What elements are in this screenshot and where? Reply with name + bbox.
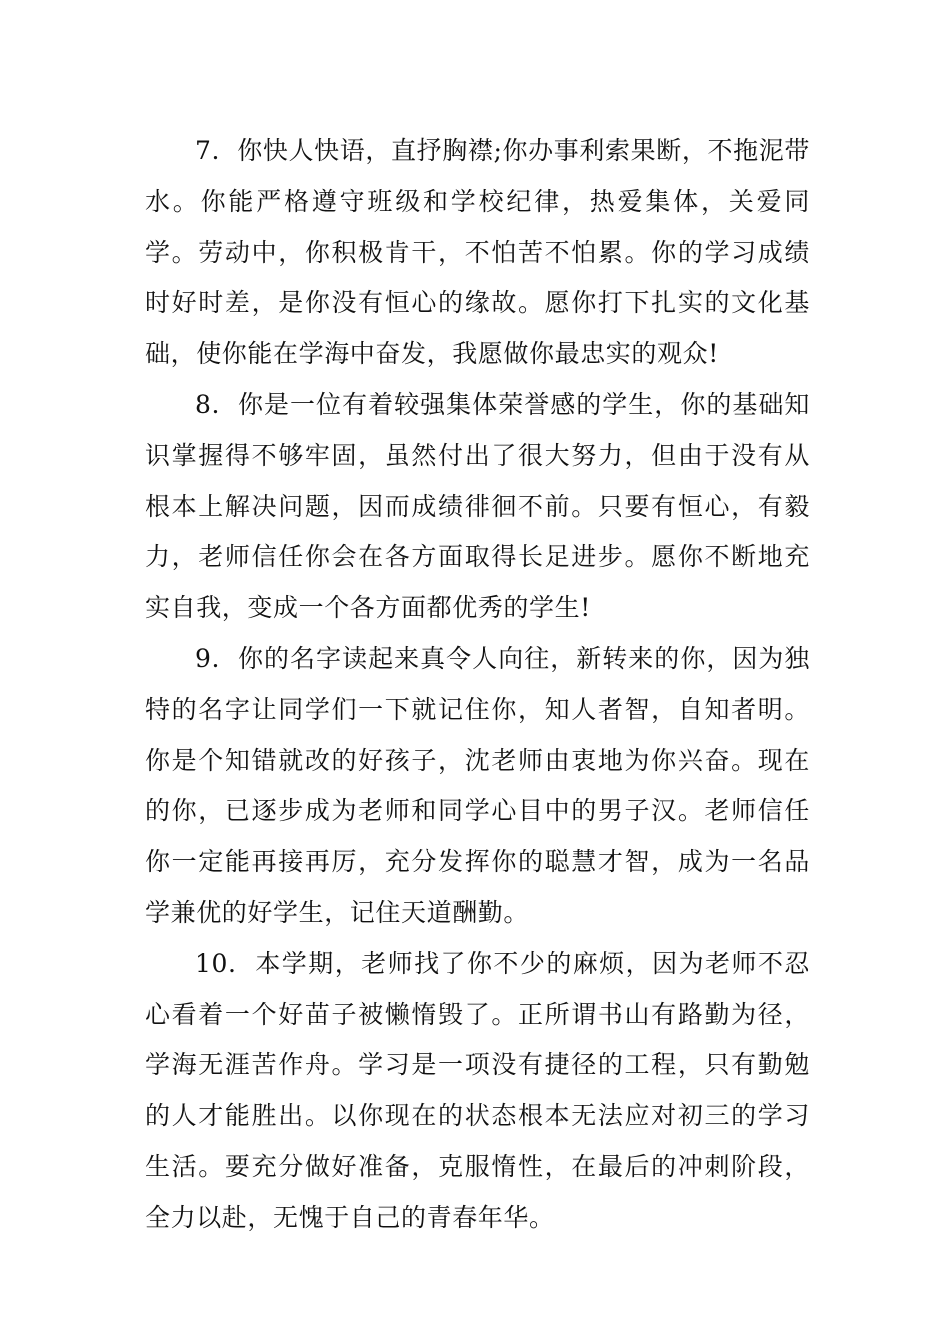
paragraph-9: [145, 634, 810, 939]
paragraph-number: 10.: [195, 948, 237, 978]
paragraph-number: 7.: [195, 136, 221, 165]
document-body: [145, 126, 810, 1244]
paragraph-text: 本学期，老师找了你不少的麻烦，因为老师不忍心看着一个好苗子被懒惰毁了。正所谓书山有路勤为径，学海无涯苦作舟。学习是一项没有捷径的工程，只有勤勉的人才能胜出。以你现在的状态根本无法应对初三的学习生活。要充分做好准备，克服惰性，在最后的冲刺阶段，全力以赴，无愧于自己的青春年华。: [145, 948, 810, 1232]
paragraph-text: 你的名字读起来真令人向往，新转来的你，因为独特的名字让同学们一下就记住你，知人者智，自知者明。你是个知错就改的好孩子，沈老师由衷地为你兴奋。现在的你，已逐步成为老师和同学心目中的男子汉。老师信任你一定能再接再厉，充分发挥你的聪慧才智，成为一名品学兼优的好学生，记住天道酬勤。: [145, 643, 811, 927]
paragraph-8: [145, 380, 810, 634]
paragraph-number: 9.: [195, 643, 221, 673]
paragraph-number: 8.: [195, 389, 221, 419]
paragraph-7: [145, 126, 810, 380]
paragraph-text: 你快人快语，直抒胸襟;你办事利索果断，不拖泥带水。你能严格遵守班级和学校纪律，热爱集体，关爱同学。劳动中，你积极肯干，不怕苦不怕累。你的学习成绩时好时差，是你没有恒心的缘故。愿你打下扎实的文化基础，使你能在学海中奋发，我愿做你最忠实的观众!: [145, 136, 811, 369]
paragraph-10: [145, 939, 810, 1244]
paragraph-text: 你是一位有着较强集体荣誉感的学生，你的基础知识掌握得不够牢固，虽然付出了很大努力，但由于没有从根本上解决问题，因而成绩徘徊不前。只要有恒心，有毅力，老师信任你会在各方面取得长足进步。愿你不断地充实自我，变成一个各方面都优秀的学生!: [145, 389, 811, 623]
